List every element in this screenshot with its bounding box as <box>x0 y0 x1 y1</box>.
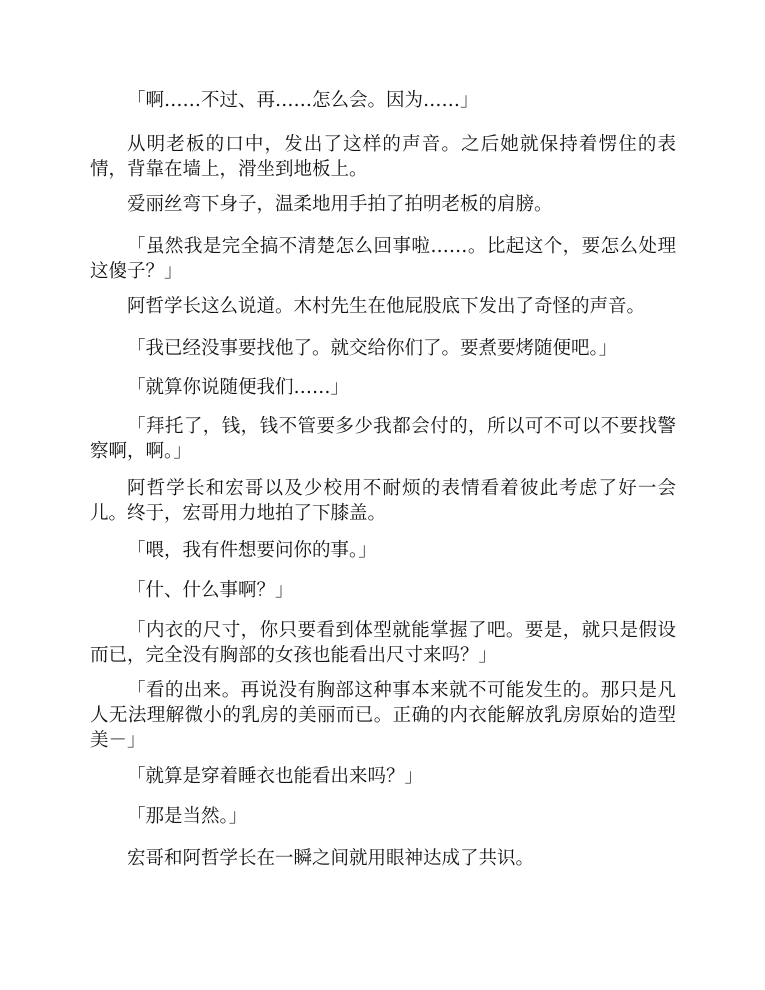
paragraph-16: 宏哥和阿哲学长在一瞬之间就用眼神达成了共识。 <box>127 848 535 869</box>
paragraph-13: 「看的出来。再说没有胸部这种事本来就不可能发生的。那只是凡人无法理解微小的乳房的美丽而已。正确的内衣能解放乳房原始的造型美－」 <box>90 680 676 751</box>
paragraph-6: 「我已经没事要找他了。就交给你们了。要煮要烤随便吧。」 <box>127 338 618 359</box>
paragraph-5: 阿哲学长这么说道。木村先生在他屁股底下发出了奇怪的声音。 <box>127 296 646 317</box>
paragraph-7: 「就算你说随便我们……」 <box>127 377 350 398</box>
paragraph-12: 「内衣的尺寸，你只要看到体型就能掌握了吧。要是，就只是假设而已，完全没有胸部的女孩也能看出尺寸来吗？」 <box>90 620 676 666</box>
paragraph-3: 爱丽丝弯下身子，温柔地用手拍了拍明老板的肩膀。 <box>127 194 553 215</box>
paragraph-11: 「什、什么事啊？」 <box>127 580 294 601</box>
paragraph-2: 从明老板的口中，发出了这样的声音。之后她就保持着愣住的表情，背靠在墙上，滑坐到地板上。 <box>90 134 676 180</box>
paragraph-15: 「那是当然。」 <box>127 806 248 827</box>
paragraph-14: 「就算是穿着睡衣也能看出来吗？」 <box>127 766 424 787</box>
paragraph-4: 「虽然我是完全搞不清楚怎么回事啦……。比起这个，要怎么处理这傻子？」 <box>90 236 676 282</box>
paragraph-10: 「喂，我有件想要问你的事。」 <box>127 540 377 561</box>
paragraph-1: 「啊……不过、再……怎么会。因为……」 <box>127 90 479 111</box>
paragraph-9: 阿哲学长和宏哥以及少校用不耐烦的表情看着彼此考虑了好一会儿。终于，宏哥用力地拍了下膝盖。 <box>90 478 676 524</box>
paragraph-8: 「拜托了，钱，钱不管要多少我都会付的，所以可不可以不要找警察啊，啊。」 <box>90 416 676 462</box>
